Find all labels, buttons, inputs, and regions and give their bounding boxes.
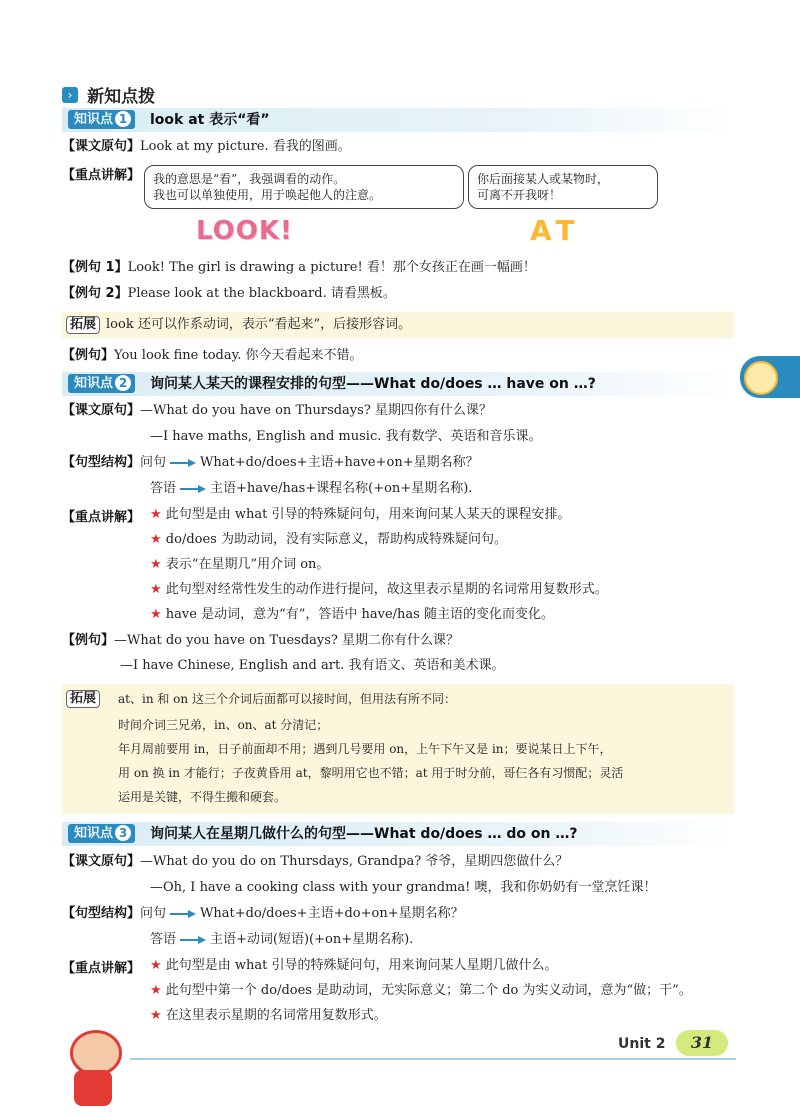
star-icon: ★ (150, 507, 162, 522)
kp2-badge: 知识点 2 (68, 374, 135, 393)
kp2-header (62, 372, 734, 396)
kp3-point: ★ 在这里表示星期的名词常用复数形式。 (150, 1008, 387, 1023)
kp2-example-2: —I have Chinese, English and art. 我有语文、英语和美术课。 (120, 658, 505, 673)
page-number: 31 (676, 1030, 728, 1056)
kp3-header (62, 822, 734, 846)
kp2-example: 【例句】—What do you have on Tuesdays? 星期二你有什么课？ (62, 633, 460, 648)
at-art: AT (530, 214, 581, 247)
kp3-point: ★ 此句型是由 what 引导的特殊疑问句，用来询问某人星期几做什么。 (150, 958, 558, 973)
speech-bubble-at: 你后面接某人或某物时， 可离不开我呀！ (468, 165, 658, 209)
speech-bubble-look: 我的意思是“看”，我强调看的动作。 我也可以单独使用，用于唤起他人的注意。 (144, 165, 464, 209)
kp2-point: ★ 表示“在星期几”用介词 on。 (150, 557, 330, 572)
chevron-right-icon: › (62, 87, 78, 103)
arrow-right-icon (180, 485, 206, 493)
section-header (62, 82, 155, 107)
kp2-point: ★ have 是动词，意为“有”，答语中 have/has 随主语的变化而变化。 (150, 607, 554, 622)
star-icon: ★ (150, 607, 162, 622)
star-icon: ★ (150, 557, 162, 572)
kp1-header (62, 108, 734, 132)
side-tab (740, 356, 800, 398)
kp2-struct-q: 【句型结构】问句 What+do/does+主语+have+on+星期名称？ (62, 455, 479, 470)
kp3-badge: 知识点 3 (68, 824, 135, 843)
kp3-point: ★ 此句型中第一个 do/does 是助动词，无实际意义；第二个 do 为实义动词，意为“做；干”。 (150, 983, 692, 998)
extension-tag: 拓展 (66, 690, 100, 708)
mascot-icon (744, 361, 778, 395)
kp2-extension: 拓展 at、in 和 on 这三个介词后面都可以接时间，但用法有所不同： 时间介词三兄弟，in、on、at 分清记； 年月周前要用 in，日子前面却不用；遇到几号要用 on，上午下午又是 in；要说某日上下午， 用 on 换 in 才能行；子夜黄昏用 at，黎明用它也不错；at 用于时分前，哥仨各有习惯配；灵活 运用是关键，不得生搬和硬套。 (62, 684, 734, 814)
kp2-source-row: 【课文原句】—What do you have on Thursdays? 星期四你有什么课？ (62, 403, 492, 418)
kp3-source-row: 【课文原句】—What do you do on Thursdays, Grandpa? 爷爷，星期四您做什么？ (62, 854, 569, 869)
kp1-title: look at 表示“看” (150, 112, 270, 128)
star-icon: ★ (150, 1008, 162, 1023)
kp1-extension: 拓展 look 还可以作系动词，表示“看起来”，后接形容词。 (62, 312, 734, 338)
kp2-point: ★ do/does 为助动词，没有实际意义，帮助构成特殊疑问句。 (150, 532, 507, 547)
kp2-source-row2: —I have maths, English and music. 我有数学、英语和音乐课。 (150, 429, 542, 444)
section-title: 新知点拨 (87, 87, 156, 107)
kp2-point: ★ 此句型是由 what 引导的特殊疑问句，用来询问某人某天的课程安排。 (150, 507, 571, 522)
kp2-point: ★ 此句型对经常性发生的动作进行提问，故这里表示星期的名词常用复数形式。 (150, 582, 608, 597)
star-icon: ★ (150, 532, 162, 547)
kp3-source-row2: —Oh, I have a cooking class with your grandma! 噢，我和你奶奶有一堂烹饪课！ (150, 880, 657, 895)
kp1-example3: 【例句】You look fine today. 你今天看起来不错。 (62, 348, 363, 363)
kp2-title: 询问某人某天的课程安排的句型——What do/does … have on …? (150, 376, 596, 392)
arrow-right-icon (170, 910, 196, 918)
look-art: LOOK! (196, 216, 293, 246)
kp1-example2: 【例句 2】Please look at the blackboard. 请看黑板。 (62, 286, 396, 301)
extension-tag: 拓展 (66, 316, 100, 334)
unit-label: Unit 2 (618, 1036, 666, 1052)
kp3-key-tag: 【重点讲解】 (62, 961, 141, 976)
star-icon: ★ (150, 983, 162, 998)
kp1-source-row: 【课文原句】Look at my picture. 看我的图画。 (62, 139, 351, 154)
kp1-badge: 知识点 1 (68, 110, 135, 129)
star-icon: ★ (150, 582, 162, 597)
kp1-key-tag: 【重点讲解】 (62, 168, 141, 183)
kp3-title: 询问某人在星期几做什么的句型——What do/does … do on …? (150, 826, 578, 842)
arrow-right-icon (170, 459, 196, 467)
kp1-example1: 【例句 1】Look! The girl is drawing a picture! 看！那个女孩正在画一幅画！ (62, 260, 536, 275)
kp3-struct-q: 【句型结构】问句 What+do/does+主语+do+on+星期名称？ (62, 906, 464, 921)
arrow-right-icon (180, 936, 206, 944)
footer-line (130, 1058, 736, 1060)
star-icon: ★ (150, 958, 162, 973)
kp2-struct-a: 答语 主语+have/has+课程名称(+on+星期名称). (150, 481, 473, 496)
mascot-illustration (60, 1030, 126, 1108)
kp2-key-tag: 【重点讲解】 (62, 510, 141, 525)
kp3-struct-a: 答语 主语+动词(短语)(+on+星期名称). (150, 932, 414, 947)
